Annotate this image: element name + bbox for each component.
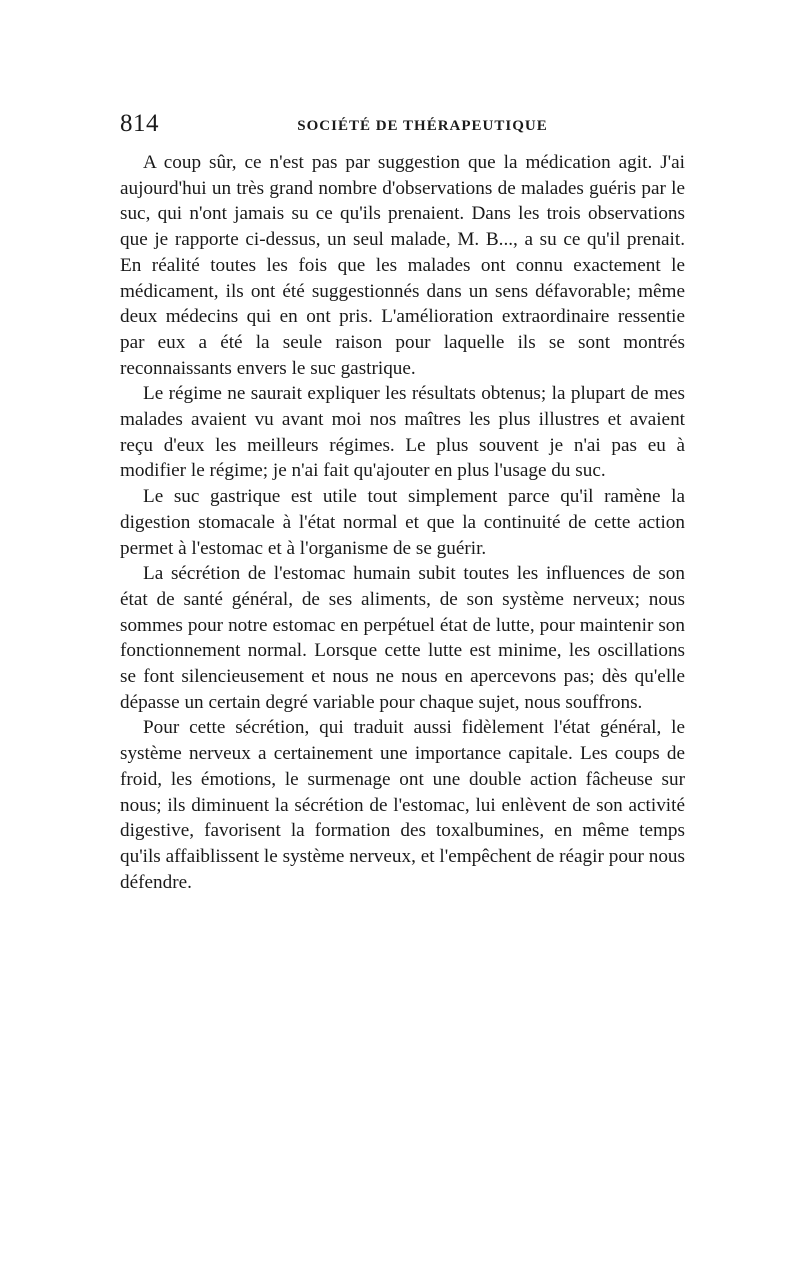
page-number: 814 [120, 110, 159, 137]
body-text [120, 150, 685, 895]
running-title: SOCIÉTÉ DE THÉRAPEUTIQUE [297, 118, 548, 134]
paragraph: A coup sûr, ce n'est pas par suggestion que la médication agit. J'ai aujourd'hui un très grand nombre d'observations de malades guéris par le suc, qui n'ont jamais su ce qu'ils prenaient. Dans les trois observations que je rapporte ci-dessus, un seul malade, M. B..., a su ce qu'il prenait. En réalité toutes les fois que les malades ont connu exactement le médicament, ils ont été suggestionnés dans un sens défavorable; même deux médecins qui en ont pris. L'amélioration extraordinaire ressentie par eux a été la seule raison pour laquelle ils se sont montrés reconnaissants envers le suc gastrique. [120, 152, 685, 379]
paragraph: Le suc gastrique est utile tout simplement parce qu'il ramène la digestion stomacale à l'état normal et que la continuité de cette action permet à l'estomac et à l'organisme de se guérir. [120, 486, 685, 559]
paragraph: Pour cette sécrétion, qui traduit aussi fidèlement l'état général, le système nerveux a certainement une importance capitale. Les coups de froid, les émotions, le surmenage ont une double action fâcheuse sur nous; ils diminuent la sécrétion de l'estomac, lui enlèvent de son activité digestive, favorisent la formation des toxalbumines, en même temps qu'ils affaiblissent le système nerveux, et l'empêchent de réagir pour nous défendre. [120, 717, 685, 893]
paragraph: La sécrétion de l'estomac humain subit toutes les influences de son état de santé général, de ses aliments, de son système nerveux; nous sommes pour notre estomac en perpétuel état de lutte, pour maintenir son fonctionnement normal. Lorsque cette lutte est minime, les oscillations se font silencieusement et nous ne nous en apercevons pas; dès qu'elle dépasse un certain degré variable pour chaque sujet, nous souffrons. [120, 563, 685, 713]
page-header [120, 110, 685, 140]
paragraph: Le régime ne saurait expliquer les résultats obtenus; la plupart de mes malades avaient vu avant moi nos maîtres les plus illustres et avaient reçu d'eux les meilleurs régimes. Le plus souvent je n'ai pas eu à modifier le régime; je n'ai fait qu'ajouter en plus l'usage du suc. [120, 383, 685, 482]
